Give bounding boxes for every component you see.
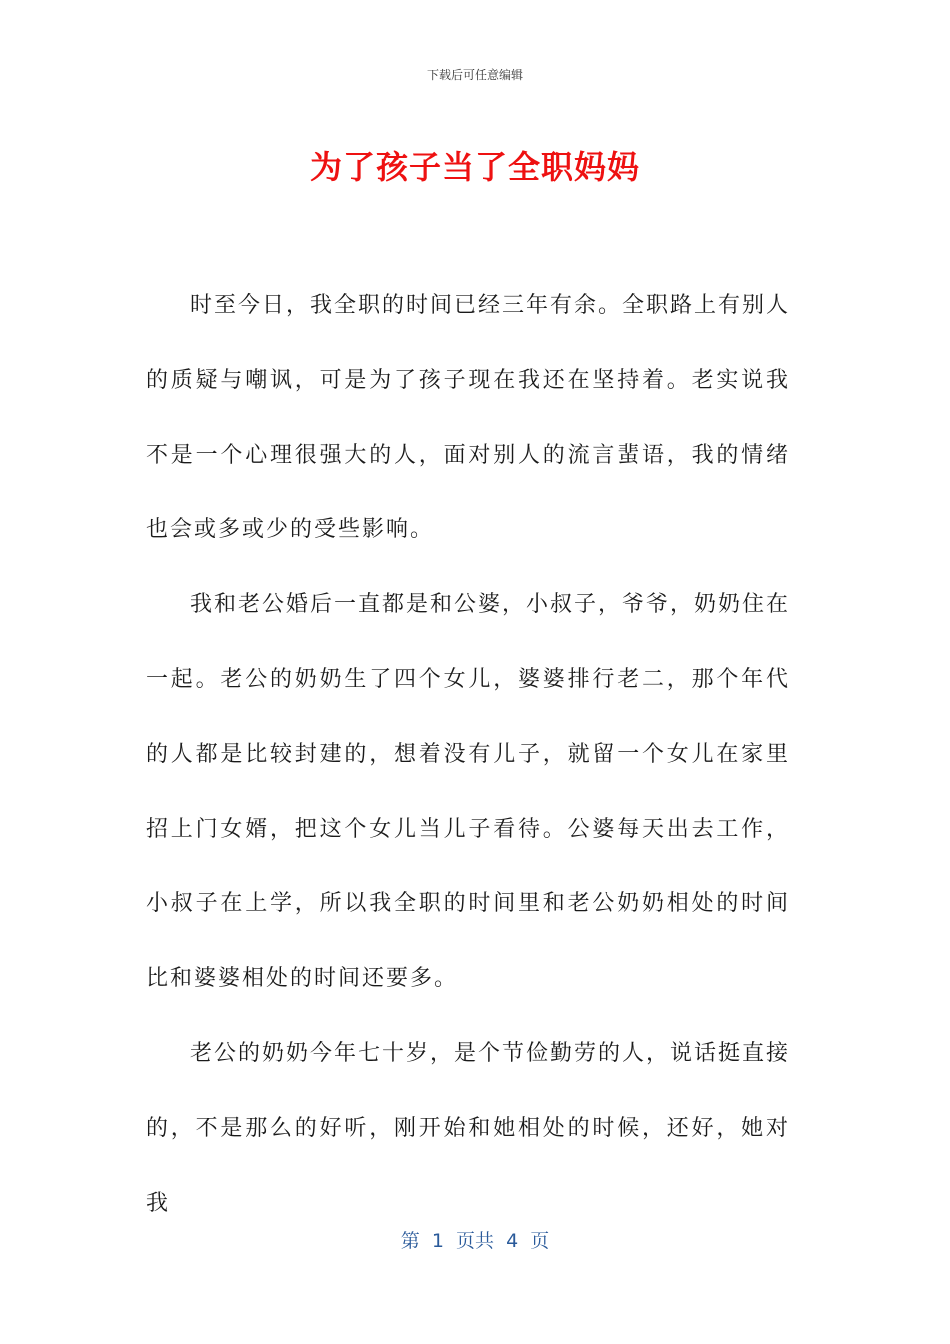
page-header-note: 下载后可任意编辑 [426,68,523,82]
paragraph-2: 我和老公婚后一直都是和公婆，小叔子，爷爷，奶奶住在一起。老公的奶奶生了四个女儿，婆婆排行老二，那个年代的人都是比较封建的，想着没有儿子，就留一个女儿在家里招上门女婿，把这个女儿当儿子看待。公婆每天出去工作，小叔子在上学，所以我全职的时间里和老公奶奶相处的时间比和婆婆相处的时间还要多。 [146,592,791,992]
document-title: 为了孩子当了全职妈妈 [309,148,640,186]
paragraph-1: 时至今日，我全职的时间已经三年有余。全职路上有别人的质疑与嘲讽，可是为了孩子现在我还在坚持着。老实说我不是一个心理很强大的人，面对别人的流言蜚语，我的情绪也会或多或少的受些影响。 [146,293,791,543]
document-body [146,269,790,1241]
page-number-footer: 第 1 页共 4 页 [400,1230,550,1252]
paragraph-3: 老公的奶奶今年七十岁，是个节俭勤劳的人，说话挺直接的，不是那么的好听，刚开始和她相处的时候，还好，她对我 [146,1040,791,1216]
